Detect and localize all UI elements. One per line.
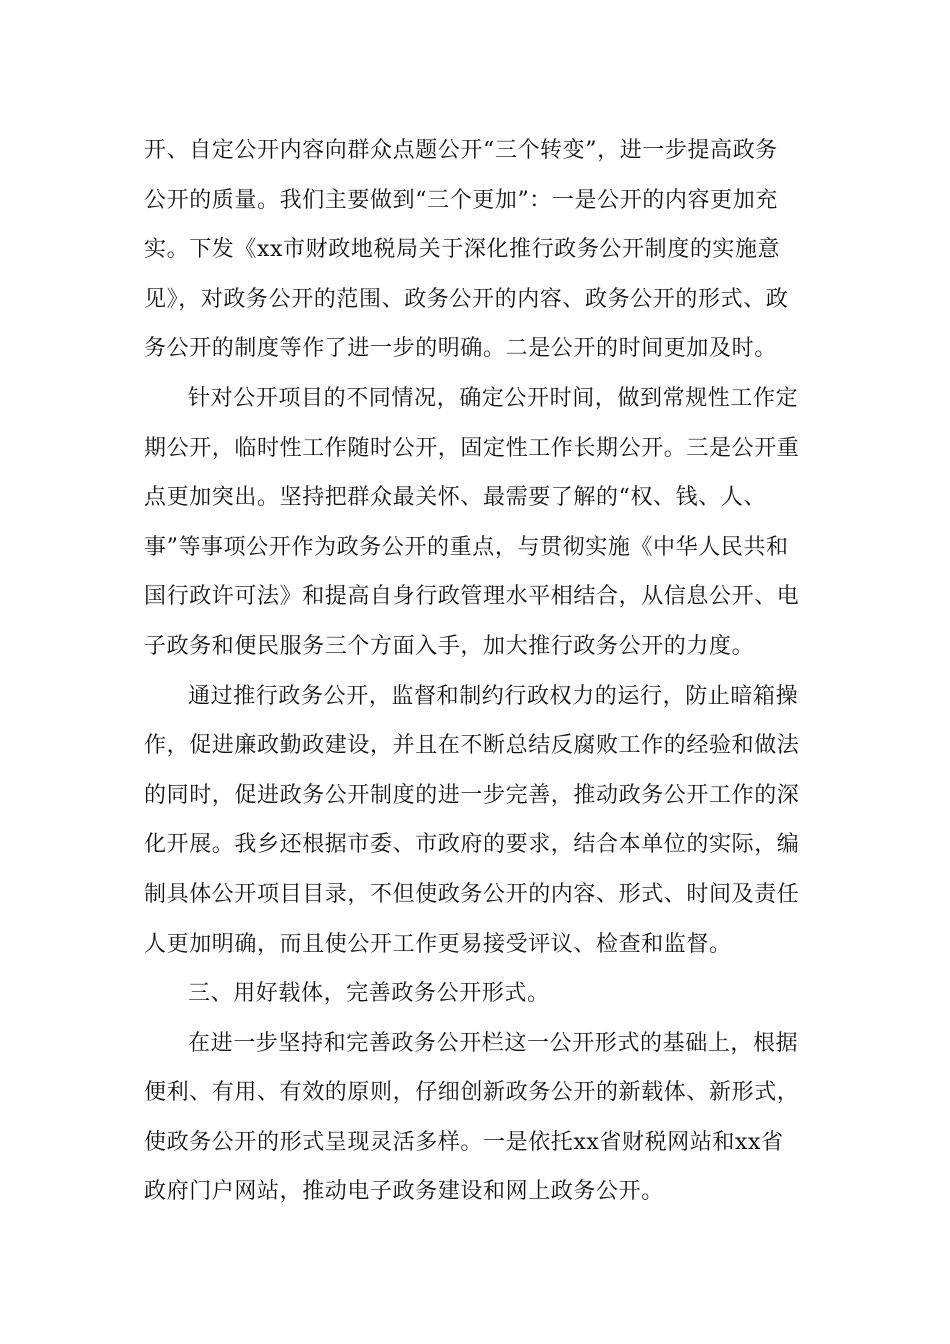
text-line: 便利、有用、有效的原则，仔细创新政务公开的新载体、新形式， (144, 1080, 800, 1106)
text-line: 开、自定公开内容向群众点题公开“三个转变”，进一步提高政务 (144, 138, 778, 163)
section-heading: 三、用好载体，完善政务公开形式。 (188, 981, 550, 1007)
text-line: 人更加明确，而且使公开工作更易接受评议、检查和监督。 (144, 931, 732, 957)
text-line: 政府门户网站，推动电子政务建设和网上政务公开。 (144, 1179, 664, 1205)
text-line: 事”等事项公开作为政务公开的重点，与贯彻实施《中华人民共和 (144, 534, 789, 560)
text-line: 的同时，促进政务公开制度的进一步完善，推动政务公开工作的深 (144, 782, 800, 808)
text-line: 见》，对政务公开的范围、政务公开的内容、政务公开的形式、政 (144, 286, 789, 312)
text-line: 实。下发《xx市财政地税局关于深化推行政务公开制度的实施意 (144, 237, 781, 263)
text-line: 务公开的制度等作了进一步的明确。二是公开的时间更加及时。 (144, 336, 777, 362)
text-line: 化开展。我乡还根据市委、市政府的要求，结合本单位的实际，编 (144, 832, 800, 858)
text-line: 国行政许可法》和提高自身行政管理水平相结合，从信息公开、电 (144, 584, 800, 610)
text-line: 期公开，临时性工作随时公开，固定性工作长期公开。三是公开重 (144, 435, 800, 461)
paragraph-first-line: 通过推行政务公开，监督和制约行政权力的运行，防止暗箱操 (188, 683, 799, 709)
text-line: 点更加突出。坚持把群众最关怀、最需要了解的“权、钱、人、 (144, 485, 767, 511)
text-line: 公开的质量。我们主要做到“三个更加”：一是公开的内容更加充 (144, 187, 778, 213)
paragraph-first-line: 针对公开项目的不同情况，确定公开时间，做到常规性工作定 (188, 385, 799, 411)
text-line: 制具体公开项目目录，不但使政务公开的内容、形式、时间及责任 (144, 881, 800, 907)
text-line: 子政务和便民服务三个方面入手，加大推行政务公开的力度。 (144, 633, 755, 659)
text-line: 使政务公开的形式呈现灵活多样。一是依托xx省财税网站和xx省 (144, 1129, 784, 1155)
text-line: 作，促进廉政勤政建设，并且在不断总结反腐败工作的经验和做法 (144, 733, 800, 759)
document-body (144, 126, 809, 1217)
paragraph-first-line: 在进一步坚持和完善政务公开栏这一公开形式的基础上，根据 (188, 1030, 799, 1056)
